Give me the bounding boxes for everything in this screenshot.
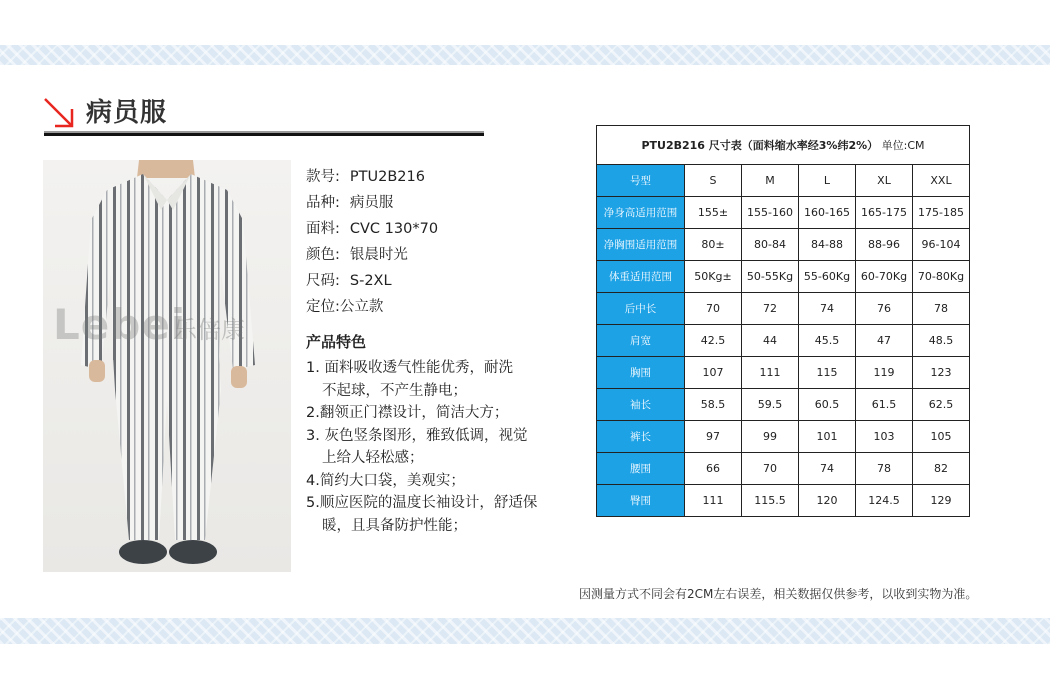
table-cell: 111 — [742, 357, 799, 389]
row-label: 净身高适用范围 — [597, 197, 685, 229]
page-title: 病员服 — [86, 98, 168, 128]
title-arrow-icon — [42, 96, 76, 130]
table-cell: 80-84 — [742, 229, 799, 261]
spec-label: 款号: — [306, 169, 340, 185]
product-photo — [43, 160, 291, 572]
table-cell: 55-60Kg — [799, 261, 856, 293]
spec-value: 银晨时光 — [349, 247, 408, 263]
table-cell: 78 — [913, 293, 970, 325]
table-cell: 115 — [799, 357, 856, 389]
size-header: L — [799, 165, 856, 197]
title-underline-dark — [44, 133, 484, 136]
spec-row — [306, 268, 438, 294]
spec-label: 尺码: — [306, 273, 340, 289]
size-header: XXL — [913, 165, 970, 197]
spec-label: 定位: — [306, 299, 340, 315]
table-cell: 105 — [913, 421, 970, 453]
table-cell: 58.5 — [685, 389, 742, 421]
spec-label: 面料: — [306, 221, 340, 237]
spec-label: 颜色: — [306, 247, 340, 263]
table-row — [597, 293, 970, 325]
table-cell: 70 — [742, 453, 799, 485]
size-chart-table — [596, 125, 970, 517]
size-header: M — [742, 165, 799, 197]
table-row — [597, 325, 970, 357]
feature-line: 2.翻领正门襟设计，简洁大方； — [306, 405, 509, 421]
table-cell: 70 — [685, 293, 742, 325]
spec-value: S-2XL — [349, 273, 392, 289]
table-cell: 80± — [685, 229, 742, 261]
feature-line: 暖，且具备防护性能； — [322, 517, 467, 534]
feature-line: 4.简约大口袋，美观实； — [306, 472, 465, 489]
table-row — [597, 453, 970, 485]
table-cell: 123 — [913, 357, 970, 389]
table-row — [597, 197, 970, 229]
table-cell: 45.5 — [799, 325, 856, 357]
table-cell: 115.5 — [742, 485, 799, 517]
table-cell: 96-104 — [913, 229, 970, 261]
table-cell: 103 — [856, 421, 913, 453]
spec-row — [306, 294, 438, 320]
table-cell: 44 — [742, 325, 799, 357]
table-cell: 70-80Kg — [913, 261, 970, 293]
table-cell: 50Kg± — [685, 261, 742, 293]
table-row — [597, 421, 970, 453]
table-row — [597, 229, 970, 261]
table-cell: 62.5 — [913, 389, 970, 421]
decorative-bottom-band — [0, 618, 1050, 644]
measurement-footnote: 因测量方式不同会有2CM左右误差，相关数据仅供参考，以收到实物为准。 — [579, 587, 978, 601]
feature-line: 上给人轻松感； — [322, 450, 424, 466]
row-label: 后中长 — [597, 293, 685, 325]
table-cell: 82 — [913, 453, 970, 485]
watermark-latin: Lebei — [53, 300, 187, 349]
table-cell: 160-165 — [799, 197, 856, 229]
table-caption-title: PTU2B216 尺寸表（面料缩水率经3%纬2%） — [641, 139, 879, 152]
spec-label: 品种: — [306, 195, 340, 211]
table-cell: 155-160 — [742, 197, 799, 229]
table-cell: 175-185 — [913, 197, 970, 229]
product-specs — [306, 164, 438, 320]
table-cell: 155± — [685, 197, 742, 229]
table-cell: 111 — [685, 485, 742, 517]
table-cell: 88-96 — [856, 229, 913, 261]
size-header: XL — [856, 165, 913, 197]
table-cell: 107 — [685, 357, 742, 389]
table-row — [597, 261, 970, 293]
table-cell: 72 — [742, 293, 799, 325]
table-cell: 61.5 — [856, 389, 913, 421]
row-label: 腰围 — [597, 453, 685, 485]
table-cell: 74 — [799, 453, 856, 485]
table-cell: 59.5 — [742, 389, 799, 421]
table-cell: 48.5 — [913, 325, 970, 357]
row-label: 肩宽 — [597, 325, 685, 357]
table-cell: 119 — [856, 357, 913, 389]
features-heading: 产品特色 — [306, 333, 367, 351]
row-label: 裤长 — [597, 421, 685, 453]
table-cell: 60.5 — [799, 389, 856, 421]
feature-line: 5.顺应医院的温度长袖设计，舒适保 — [306, 495, 538, 511]
table-row — [597, 485, 970, 517]
table-cell: 42.5 — [685, 325, 742, 357]
table-caption-row — [597, 126, 970, 165]
table-cell: 47 — [856, 325, 913, 357]
table-cell: 165-175 — [856, 197, 913, 229]
table-cell: 99 — [742, 421, 799, 453]
table-cell: 97 — [685, 421, 742, 453]
spec-row — [306, 164, 438, 190]
table-cell: 101 — [799, 421, 856, 453]
spec-row — [306, 216, 438, 242]
table-cell: 74 — [799, 293, 856, 325]
spec-value: 公立款 — [339, 299, 384, 315]
table-cell: 129 — [913, 485, 970, 517]
features-list — [306, 357, 537, 537]
spec-value: CVC 130*70 — [349, 221, 439, 237]
feature-line: 3. 灰色竖条图形，雅致低调，视觉 — [306, 427, 528, 444]
table-cell: 76 — [856, 293, 913, 325]
table-caption-unit: 单位:CM — [881, 139, 925, 152]
size-header: S — [685, 165, 742, 197]
row-label: 臀围 — [597, 485, 685, 517]
table-cell: 78 — [856, 453, 913, 485]
feature-line: 不起球，不产生静电； — [322, 382, 467, 399]
table-row — [597, 389, 970, 421]
table-cell: 84-88 — [799, 229, 856, 261]
size-table-body — [597, 197, 970, 517]
decorative-top-band — [0, 45, 1050, 65]
table-header-row — [597, 165, 970, 197]
table-header-label: 号型 — [597, 165, 685, 197]
table-cell: 50-55Kg — [742, 261, 799, 293]
row-label: 体重适用范围 — [597, 261, 685, 293]
spec-row — [306, 190, 438, 216]
spec-row — [306, 242, 438, 268]
watermark-chinese: 乐倍康 — [173, 316, 245, 344]
feature-line: 1. 面料吸收透气性能优秀，耐洗 — [306, 360, 513, 376]
table-caption — [597, 126, 970, 165]
table-row — [597, 357, 970, 389]
row-label: 胸围 — [597, 357, 685, 389]
spec-value: PTU2B216 — [349, 169, 425, 185]
row-label: 净胸围适用范围 — [597, 229, 685, 261]
table-cell: 124.5 — [856, 485, 913, 517]
row-label: 袖长 — [597, 389, 685, 421]
table-cell: 60-70Kg — [856, 261, 913, 293]
table-cell: 66 — [685, 453, 742, 485]
table-cell: 120 — [799, 485, 856, 517]
spec-value: 病员服 — [349, 195, 394, 211]
